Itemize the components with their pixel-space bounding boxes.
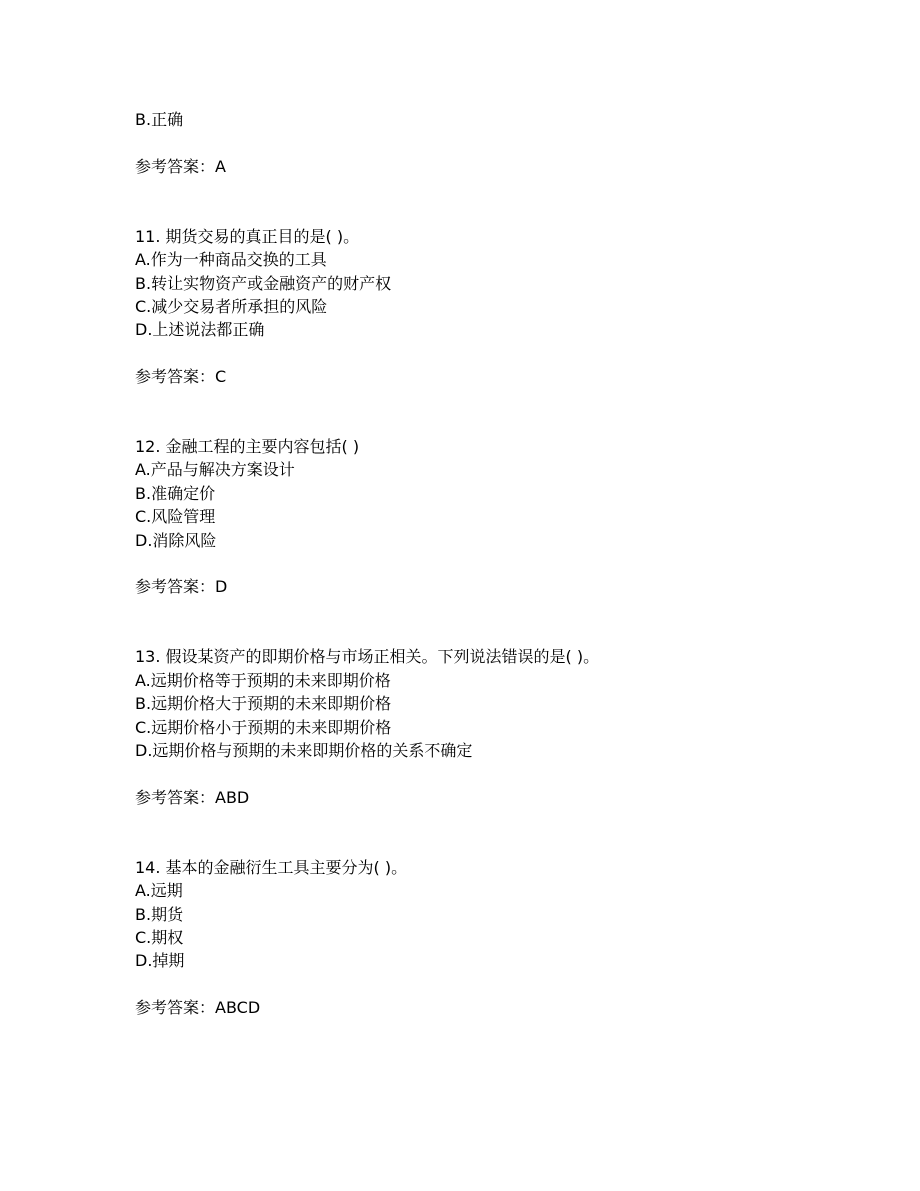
option-b: B.期货 — [135, 904, 184, 924]
option-a: A.产品与解决方案设计 — [135, 460, 295, 480]
spacer — [135, 178, 895, 225]
option-a: A.远期价格等于预期的未来即期价格 — [135, 670, 391, 690]
option-d: D.上述说法都正确 — [135, 320, 265, 340]
question-14 — [135, 856, 895, 1020]
option-b: B.转让实物资产或金融资产的财产权 — [135, 273, 392, 293]
option-c: C.风险管理 — [135, 507, 216, 527]
spacer — [135, 131, 895, 154]
answer-text: 参考答案：D — [135, 577, 228, 597]
option-d: D.掉期 — [135, 951, 185, 971]
option-c: C.远期价格小于预期的未来即期价格 — [135, 717, 392, 737]
option-d: D.消除风险 — [135, 530, 217, 550]
document-page — [135, 108, 895, 1019]
leading-option: B.正确 — [135, 110, 184, 129]
option-c: C.期权 — [135, 927, 184, 947]
answer-text: 参考答案：C — [135, 367, 227, 387]
option-a: A.作为一种商品交换的工具 — [135, 250, 327, 270]
question-stem: 14. 基本的金融衍生工具主要分为( )。 — [135, 857, 408, 877]
spacer — [135, 762, 895, 785]
answer-text: 参考答案：ABD — [135, 787, 250, 807]
leading-answer: 参考答案：A — [135, 156, 226, 176]
question-11 — [135, 225, 895, 389]
spacer — [135, 342, 895, 365]
question-stem: 12. 金融工程的主要内容包括( ) — [135, 437, 360, 457]
option-c: C.减少交易者所承担的风险 — [135, 296, 328, 316]
spacer — [135, 973, 895, 996]
question-13 — [135, 645, 895, 809]
option-a: A.远期 — [135, 881, 183, 901]
option-b: B.远期价格大于预期的未来即期价格 — [135, 694, 392, 714]
spacer — [135, 809, 895, 856]
spacer — [135, 389, 895, 436]
spacer — [135, 599, 895, 646]
spacer — [135, 552, 895, 575]
option-b: B.准确定价 — [135, 483, 216, 503]
question-stem: 11. 期货交易的真正目的是( )。 — [135, 226, 360, 246]
question-12 — [135, 435, 895, 599]
option-d: D.远期价格与预期的未来即期价格的关系不确定 — [135, 740, 473, 760]
answer-text: 参考答案：ABCD — [135, 998, 261, 1018]
question-stem: 13. 假设某资产的即期价格与市场正相关。下列说法错误的是( )。 — [135, 647, 600, 667]
